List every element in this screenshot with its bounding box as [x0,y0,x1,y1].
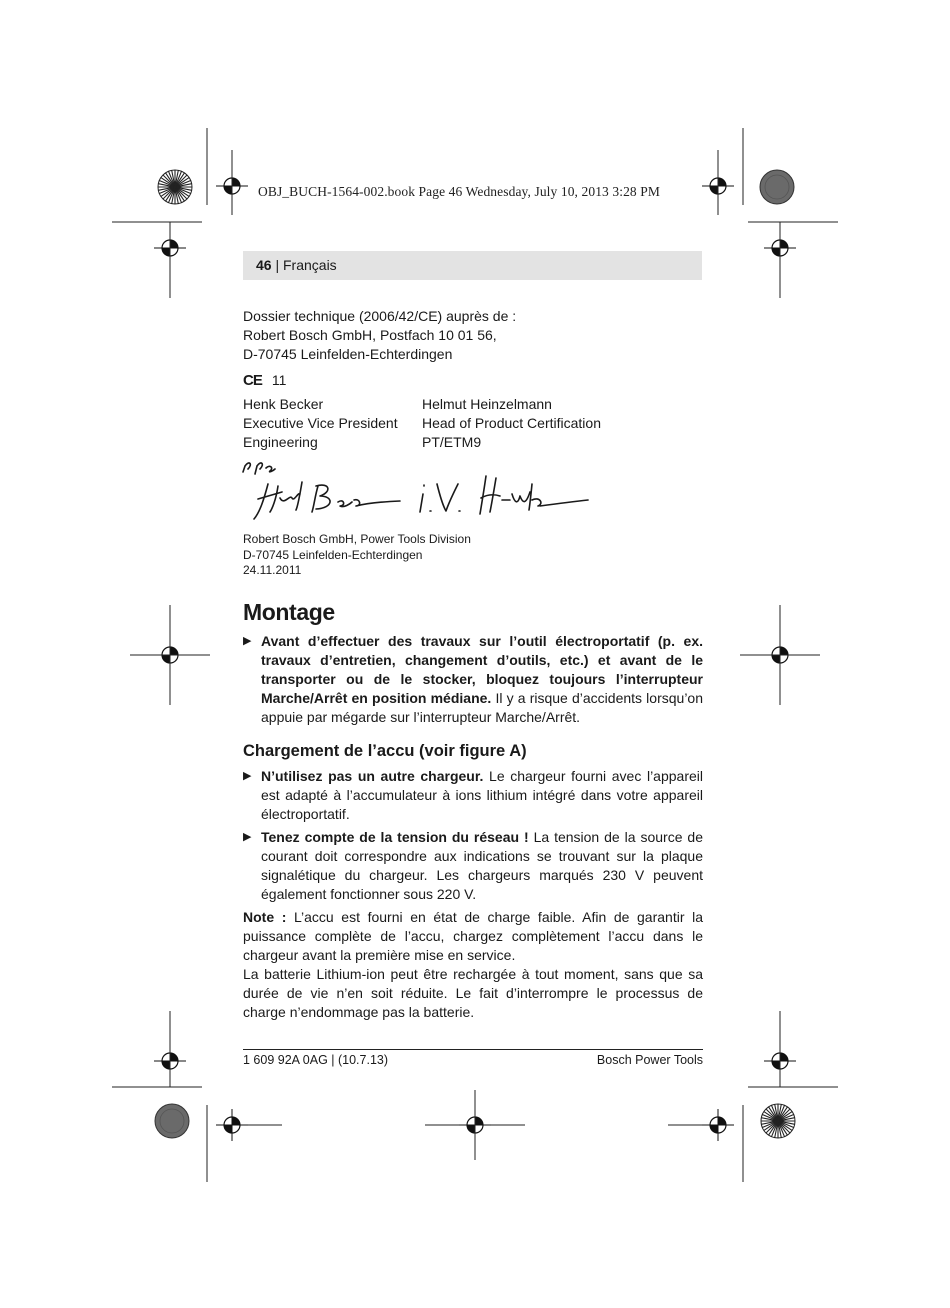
triangle-right-icon: ▶ [243,769,252,782]
header-language: Français [283,257,337,273]
page-content [243,307,703,1022]
starburst-icon [158,170,192,204]
header-separator: | [271,257,283,273]
footer-brand: Bosch Power Tools [596,1053,703,1067]
section-title-montage: Montage [243,598,335,625]
signer-dept: PT/ETM9 [422,434,482,450]
color-patch-icon [155,1104,189,1138]
signer-dept: Engineering [243,434,318,450]
signer-title: Head of Product Certification [422,415,601,431]
ce-mark-icon: CE [243,371,262,389]
triangle-right-icon: ▶ [243,830,252,843]
dossier-line: Robert Bosch GmbH, Postfach 10 01 56, [243,327,497,343]
triangle-right-icon: ▶ [243,634,252,647]
note-text: L’accu est fourni en état de charge faible. Afin de garantir la puissance complète de l’accu, chargez complètement l’accu dans le chargeur avant la première mise en service. [243,908,703,963]
warning-text: Il y a risque d’accidents lorsqu’on appuie par mégarde sur l’interrupteur Marche/Arrêt. [261,689,703,725]
page-number: 46 [256,257,272,273]
signer-name: Helmut Heinzelmann [422,396,552,412]
dossier-line: Dossier technique (2006/42/CE) auprès de : [243,308,517,324]
print-slug: OBJ_BUCH-1564-002.book Page 46 Wednesday, July 10, 2013 3:28 PM [258,184,660,199]
footer-doc-id: 1 609 92A 0AG | (10.7.13) [243,1053,389,1067]
signer-becker [243,395,422,452]
warning-item [243,828,703,904]
warning-bold: N’utilisez pas un autre chargeur. [261,767,484,784]
handwritten-signatures [243,454,703,534]
division-block [243,532,703,579]
warning-bold: Tenez compte de la tension du réseau ! [261,828,529,845]
signature-image [240,454,600,534]
warning-bold: Avant d’effectuer des travaux sur l’outil électroportatif (p. ex. travaux d’entretien, changement d’outils, etc.) et avant de le transporter ou de le stocker, bloquez toujours l’interrupteur Marche/Arrêt en position médiane. [261,632,703,706]
note-label: Note : [243,908,287,925]
signer-name: Henk Becker [243,396,324,412]
note-paragraph [243,908,703,965]
signers [243,395,703,452]
signer-title: Executive Vice President [243,415,398,431]
division-line: D-70745 Leinfelden-Echterdingen [243,547,423,562]
dossier-block [243,307,703,364]
warning-text: La tension de la source de courant doit correspondre aux indications se trouvant sur la plaque signalétique du chargeur. Les chargeurs marqués 230 V peuvent également fonctionner sous 220 V. [261,828,703,902]
crosshair-icon [702,1109,734,1141]
division-date: 24.11.2011 [243,563,302,577]
dossier-line: D-70745 Leinfelden-Echterdingen [243,346,453,362]
warning-item [243,767,703,824]
crosshair-icon [216,1109,248,1141]
ce-year: 11 [271,371,287,388]
ce-marking [243,370,703,390]
section-title-charging: Chargement de l’accu (voir figure A) [243,741,527,760]
starburst-icon [761,1104,795,1138]
color-patch-icon [760,170,794,204]
signer-heinzelmann [422,395,702,452]
page-footer [243,1049,703,1067]
warning-text: Le chargeur fourni avec l’appareil est adapté à l’accumulateur à ions lithium intégré dans votre appareil électroportatif. [261,767,703,822]
division-line: Robert Bosch GmbH, Power Tools Division [243,532,471,546]
body-paragraph: La batterie Lithium-ion peut être rechargée à tout moment, sans que sa durée de vie n’en soit réduite. Le fait d’interrompre le processus de charge n’endommage pas la batterie. [243,965,703,1020]
page-header [243,251,702,280]
warning-item [243,632,703,727]
